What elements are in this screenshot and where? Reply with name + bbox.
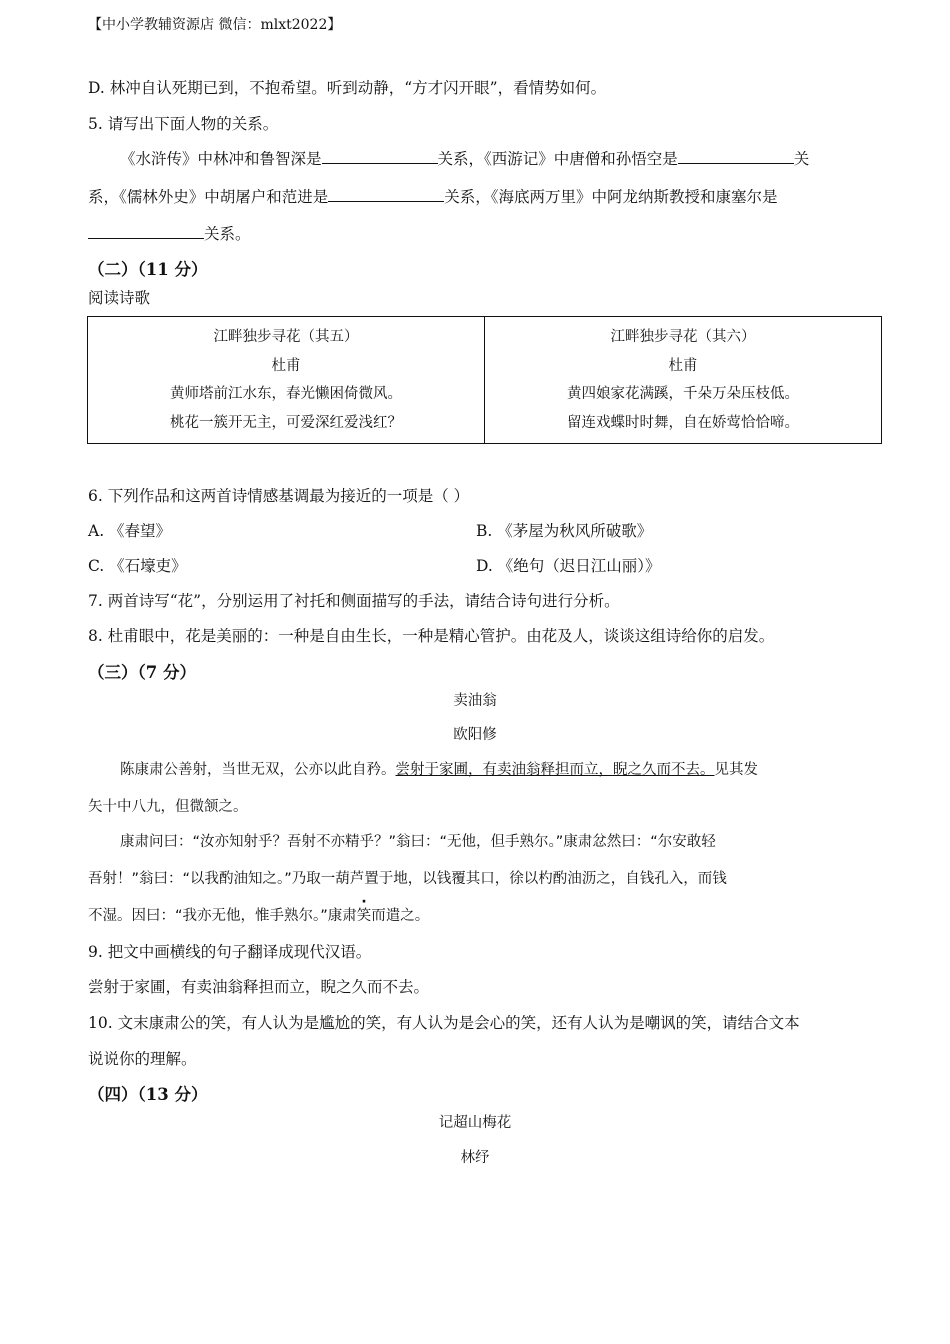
section-4-title: （四）（13 分） <box>88 1085 208 1104</box>
paragraph-2-line-3: 不湿。因曰：“我亦无他，惟手熟尔。”康肃笑而遣之。 <box>88 908 430 924</box>
poem-1-title: 江畔独步寻花（其五） <box>213 329 359 345</box>
poem-1 <box>88 317 485 444</box>
q5-line-2: 系，《儒林外史》中胡屠户和范进是 关系，《海底两万里》中阿龙纳斯教授和康塞尔是 <box>88 188 778 206</box>
q6-option-c[interactable]: C. 《石壕吏》 <box>88 557 187 575</box>
q8-stem: 8. 杜甫眼中，花是美丽的：一种是自由生长，一种是精心管护。由花及人，谈谈这组诗给你的启发。 <box>88 627 775 645</box>
text-title: 卖油翁 <box>453 693 497 709</box>
q4-option-d: D. 林冲自认死期已到，不抱希望。听到动静，“方才闪开眼”，看情势如何。 <box>88 79 607 97</box>
q6-option-d[interactable]: D. 《绝句（迟日江山丽）》 <box>476 557 661 575</box>
poem-2-author: 杜甫 <box>668 357 698 374</box>
q9-sentence: 尝射于家圃，有卖油翁释担而立，睨之久而不去。 <box>88 978 430 996</box>
paragraph-1-line-2: 矢十中八九，但微颔之。 <box>88 799 248 815</box>
q7-stem: 7. 两首诗写“花”，分别运用了衬托和侧面描写的手法，请结合诗句进行分析。 <box>88 592 620 610</box>
q5-line-3: 关系。 <box>88 222 251 244</box>
poem-2-line-2: 留连戏蝶时时舞，自在娇莺恰恰啼。 <box>567 414 799 431</box>
q5-line-1: 《水浒传》中林冲和鲁智深是 关系，《西游记》中唐僧和孙悟空是 关 <box>120 150 810 168</box>
answer-blank[interactable] <box>88 224 204 239</box>
q10-line-1: 10. 文末康肃公的笑，有人认为是尴尬的笑，有人认为是会心的笑，还有人认为是嘲讽的笑，请结合文本 <box>88 1014 800 1032</box>
q5-stem: 5. 请写出下面人物的关系。 <box>88 115 279 133</box>
section-4-author: 林纾 <box>460 1150 490 1166</box>
section-3-title: （三）（7 分） <box>88 663 196 682</box>
answer-blank[interactable] <box>322 149 438 164</box>
q6-option-a[interactable]: A. 《春望》 <box>88 522 172 540</box>
poem-table <box>87 316 882 444</box>
page-header: 【中小学教辅资源店 微信：mlxt2022】 <box>88 17 342 33</box>
underlined-sentence: 尝射于家圃，有卖油翁释担而立，睨之久而不去。 <box>395 762 715 778</box>
section-4-text-title: 记超山梅花 <box>438 1115 512 1131</box>
q9-stem: 9. 把文中画横线的句子翻译成现代汉语。 <box>88 943 372 961</box>
poem-2-line-1: 黄四娘家花满蹊，千朵万朵压枝低。 <box>567 386 799 402</box>
q10-line-2: 说说你的理解。 <box>88 1050 197 1068</box>
poem-1-line-2: 桃花一簇开无主，可爱深红爱浅红？ <box>170 414 402 431</box>
text-author: 欧阳修 <box>453 727 497 743</box>
poem-2-title: 江畔独步寻花（其六） <box>610 329 756 345</box>
paragraph-1-line-1: 陈康肃公善射，当世无双，公亦以此自矜。尝射于家圃，有卖油翁释担而立，睨之久而不去。见其发 <box>120 762 758 778</box>
paragraph-2-line-2: 吾射！”翁曰：“以我酌油知之。”乃取一葫芦置于地，以钱覆其口，徐以杓酌油沥之，自钱孔入，而钱 <box>88 871 727 887</box>
poem-2 <box>485 317 882 444</box>
section-2-intro: 阅读诗歌 <box>88 289 151 307</box>
answer-blank[interactable] <box>678 149 794 164</box>
poem-1-author: 杜甫 <box>271 357 301 374</box>
poem-1-line-1: 黄师塔前江水东，春光懒困倚微风。 <box>170 386 402 402</box>
paragraph-2-line-1: 康肃问曰：“汝亦知射乎？吾射不亦精乎？”翁曰：“无他，但手熟尔。”康肃忿然曰：“尔安敢轻 <box>120 834 716 850</box>
q6-option-b[interactable]: B. 《茅屋为秋风所破歌》 <box>476 522 653 540</box>
emphasis-dot-char: 笑 <box>356 908 372 924</box>
q6-stem: 6. 下列作品和这两首诗情感基调最为接近的一项是（ ） <box>88 487 470 505</box>
answer-blank[interactable] <box>328 187 444 202</box>
section-2-title: （二）（11 分） <box>88 260 208 279</box>
